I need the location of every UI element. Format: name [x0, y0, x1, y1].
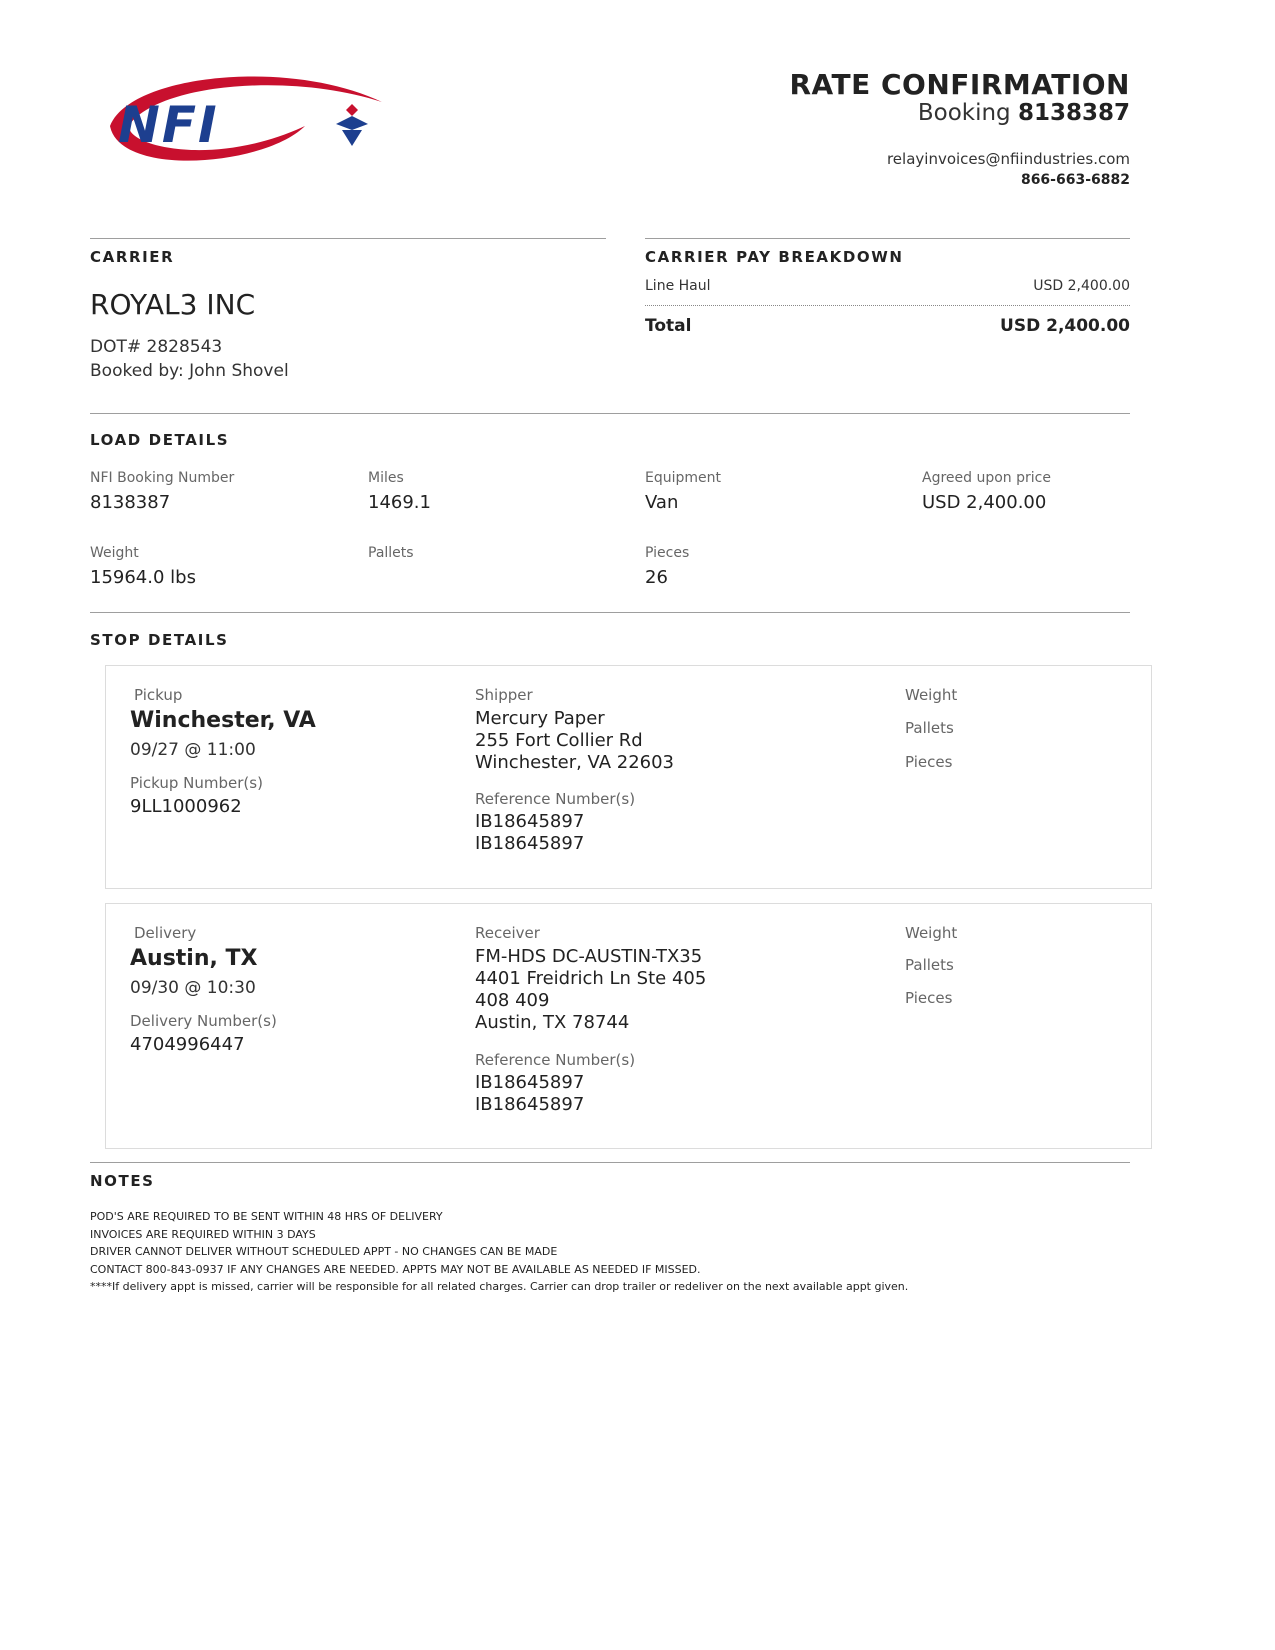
stop-pieces-label: Pieces	[905, 753, 953, 771]
booking-number: 8138387	[1017, 100, 1130, 126]
address-line: Winchester, VA 22603	[475, 752, 675, 773]
reference-number: IB18645897	[475, 1072, 585, 1093]
stop-weight-label: Weight	[905, 686, 958, 704]
divider	[90, 238, 606, 239]
carrier-booked-by: Booked by: John Shovel	[90, 361, 289, 381]
line-haul-value: USD 2,400.00	[1033, 278, 1130, 294]
address-line: Mercury Paper	[475, 708, 605, 729]
line-haul-label: Line Haul	[645, 278, 711, 294]
divider	[90, 1162, 1130, 1163]
stop-section-title: STOP DETAILS	[90, 631, 229, 649]
address-line: Austin, TX 78744	[475, 1012, 630, 1033]
reference-label: Reference Number(s)	[475, 790, 636, 808]
company-logo	[90, 66, 390, 186]
contact-phone[interactable]: 866-663-6882	[1020, 172, 1130, 188]
pallets-label: Pallets	[368, 545, 414, 561]
total-label: Total	[645, 316, 692, 336]
stop-type-label: Delivery	[134, 924, 197, 942]
booking-prefix: Booking	[917, 100, 1011, 126]
pickup-stop-card	[105, 665, 1152, 889]
pay-dotted-divider	[645, 305, 1130, 306]
pickup-number: 9LL1000962	[130, 796, 242, 817]
stop-weight-label: Weight	[905, 924, 958, 942]
total-value: USD 2,400.00	[1000, 316, 1130, 336]
booking-header	[918, 100, 1130, 126]
equipment-label: Equipment	[645, 470, 721, 486]
divider	[90, 413, 1130, 414]
note-line: POD'S ARE REQUIRED TO BE SENT WITHIN 48 HRS OF DELIVERY	[90, 1210, 443, 1223]
stop-pallets-label: Pallets	[905, 956, 954, 974]
stop-datetime: 09/27 @ 11:00	[130, 740, 256, 760]
reference-number: IB18645897	[475, 833, 585, 854]
divider	[645, 238, 1130, 239]
address-line: FM-HDS DC-AUSTIN-TX35	[475, 946, 703, 967]
notes-list	[90, 1208, 1130, 1296]
pieces-value: 26	[645, 567, 668, 588]
address-line: 255 Fort Collier Rd	[475, 730, 643, 751]
load-section-title: LOAD DETAILS	[90, 431, 230, 449]
stop-pallets-label: Pallets	[905, 719, 954, 737]
carrier-section-title: CARRIER	[90, 248, 175, 266]
address-line: 408 409	[475, 990, 550, 1011]
booking-number-value: 8138387	[90, 492, 171, 513]
carrier-dot: DOT# 2828543	[90, 337, 223, 357]
agreed-price-label: Agreed upon price	[922, 470, 1051, 486]
receiver-label: Receiver	[475, 924, 540, 942]
shipper-address	[475, 708, 674, 774]
reference-number: IB18645897	[475, 811, 585, 832]
reference-number: IB18645897	[475, 1094, 585, 1115]
miles-label: Miles	[368, 470, 404, 486]
carrier-name: ROYAL3 INC	[90, 288, 256, 321]
stop-type-label: Pickup	[134, 686, 183, 704]
reference-numbers	[475, 811, 584, 855]
note-line: ****If delivery appt is missed, carrier will be responsible for all related charges. Carrier can drop trailer or redeliver on the next available appt given.	[90, 1280, 909, 1293]
stop-city: Winchester, VA	[130, 708, 316, 733]
booking-number-label: NFI Booking Number	[90, 470, 235, 486]
delivery-number-label: Delivery Number(s)	[130, 1012, 277, 1030]
reference-numbers	[475, 1072, 584, 1116]
note-line: CONTACT 800-843-0937 IF ANY CHANGES ARE NEEDED. APPTS MAY NOT BE AVAILABLE AS NEEDED IF MISSED.	[90, 1262, 701, 1276]
divider	[90, 612, 1130, 613]
stop-city: Austin, TX	[130, 946, 258, 971]
weight-label: Weight	[90, 545, 139, 561]
miles-value: 1469.1	[368, 492, 431, 513]
logo-text: NFI	[118, 96, 219, 154]
pieces-label: Pieces	[645, 545, 690, 561]
delivery-stop-card	[105, 903, 1152, 1149]
contact-email[interactable]: relayinvoices@nfiindustries.com	[886, 150, 1130, 168]
agreed-price-value: USD 2,400.00	[922, 492, 1047, 513]
shipper-label: Shipper	[475, 686, 533, 704]
pay-section-title: CARRIER PAY BREAKDOWN	[645, 248, 904, 266]
notes-section-title: NOTES	[90, 1172, 155, 1190]
stop-datetime: 09/30 @ 10:30	[130, 978, 256, 998]
note-line: INVOICES ARE REQUIRED WITHIN 3 DAYS	[90, 1227, 316, 1241]
address-line: 4401 Freidrich Ln Ste 405	[475, 968, 707, 989]
stop-pieces-label: Pieces	[905, 989, 953, 1007]
reference-label: Reference Number(s)	[475, 1051, 636, 1069]
document-title: RATE CONFIRMATION	[789, 68, 1130, 101]
weight-value: 15964.0 lbs	[90, 567, 196, 588]
equipment-value: Van	[645, 492, 679, 513]
note-line: DRIVER CANNOT DELIVER WITHOUT SCHEDULED APPT - NO CHANGES CAN BE MADE	[90, 1245, 558, 1258]
eagle-icon	[336, 104, 368, 146]
delivery-number: 4704996447	[130, 1034, 245, 1055]
receiver-address	[475, 946, 706, 1034]
pickup-number-label: Pickup Number(s)	[130, 774, 263, 792]
